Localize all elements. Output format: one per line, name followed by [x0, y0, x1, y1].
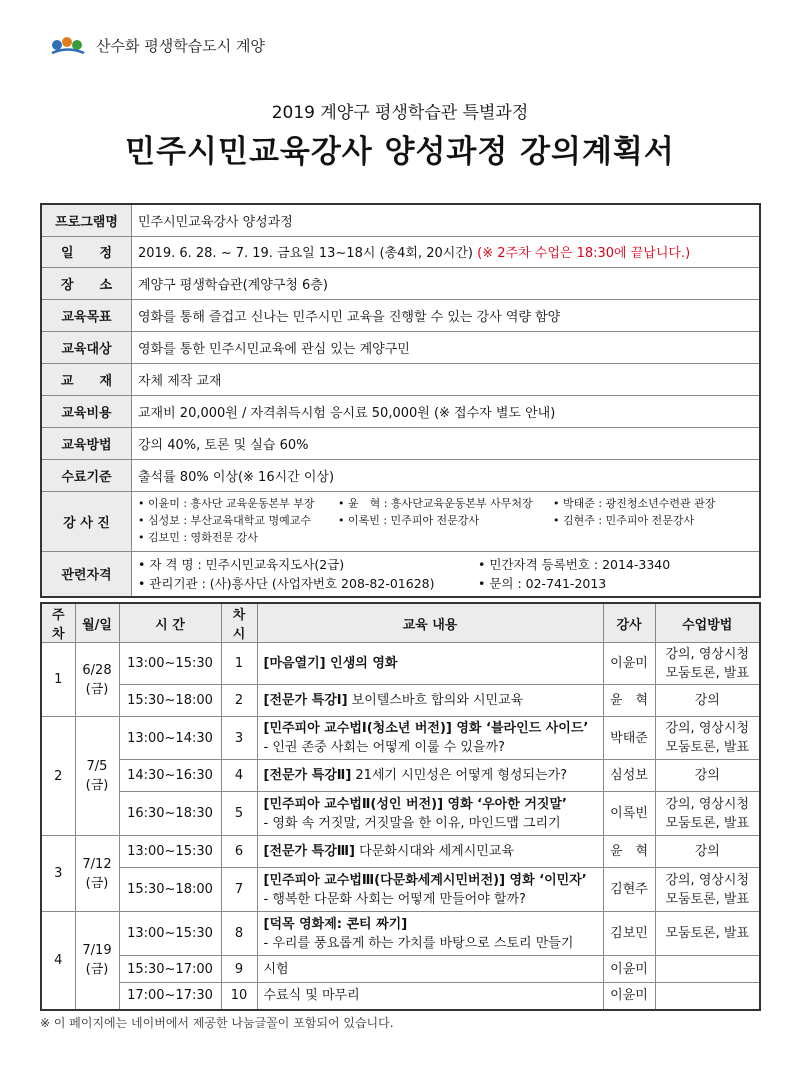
- session-subtitle: - 행복한 다문화 사회는 어떻게 만들어야 할까?: [263, 891, 526, 907]
- date-note: (※ 2주차 수업은 18:30에 끝납니다.): [477, 246, 691, 261]
- session-method: 강의, 영상시청 모둠토론, 발표: [655, 643, 760, 685]
- schedule-table: [40, 602, 761, 1011]
- session-content: [257, 685, 603, 717]
- session-method: 강의: [655, 836, 760, 868]
- session-title-rest: 다문화시대와 세계시민교육: [355, 844, 514, 859]
- session-content: [257, 912, 603, 956]
- session-subtitle: - 우리를 풍요롭게 하는 가치를 바탕으로 스토리 만들기: [263, 935, 574, 951]
- info-row-method: [41, 427, 760, 459]
- session-number: 4: [221, 760, 257, 792]
- info-value: [132, 236, 761, 267]
- session-method: [655, 956, 760, 983]
- session-content: [257, 760, 603, 792]
- table-row: [41, 868, 760, 912]
- session-time: 15:30~17:00: [119, 956, 221, 983]
- info-row-instructors: [41, 491, 760, 551]
- info-row-program: [41, 204, 760, 236]
- column-header: 수업방법: [655, 603, 760, 643]
- session-number: 1: [221, 643, 257, 685]
- info-row-cost: [41, 395, 760, 427]
- logo-icon: [50, 34, 86, 56]
- info-label: 교육비용: [41, 395, 132, 427]
- session-time: 13:00~15:30: [119, 912, 221, 956]
- table-row: [41, 983, 760, 1010]
- info-value: 영화를 통한 민주시민교육에 관심 있는 계양구민: [132, 331, 761, 363]
- session-title-rest: 21세기 시민성은 어떻게 형성되는가?: [351, 768, 568, 783]
- session-method: 강의, 영상시청 모둠토론, 발표: [655, 717, 760, 760]
- info-label: 관련자격: [41, 551, 132, 597]
- session-teacher: 심성보: [603, 760, 655, 792]
- week-date: 6/28 (금): [75, 643, 119, 717]
- footnote: ※ 이 페이지에는 네이버에서 제공한 나눔글꼴이 포함되어 있습니다.: [40, 1016, 394, 1030]
- info-label: 프로그램명: [41, 204, 132, 236]
- session-subtitle: - 영화 속 거짓말, 거짓말을 한 이유, 마인드맵 그리기: [263, 815, 561, 831]
- info-value: 영화를 통해 즐겁고 신나는 민주시민 교육을 진행할 수 있는 강사 역량 함양: [132, 299, 761, 331]
- session-number: 7: [221, 868, 257, 912]
- column-header: 시 간: [119, 603, 221, 643]
- column-header: 강사: [603, 603, 655, 643]
- info-value: 자체 제작 교재: [132, 363, 761, 395]
- info-row-completion: [41, 459, 760, 491]
- session-title: [전문가 특강Ⅱ]: [263, 768, 352, 783]
- logo-text: 산수화 평생학습도시 계양: [96, 36, 265, 55]
- info-value: [132, 551, 761, 597]
- info-row-goal: [41, 299, 760, 331]
- info-label: 교육방법: [41, 427, 132, 459]
- session-teacher: 윤 혁: [603, 685, 655, 717]
- week-number: 1: [41, 643, 75, 717]
- session-method: [655, 983, 760, 1010]
- instructor-item: • 김현주 : 민주피아 전문강사: [553, 514, 695, 527]
- session-method: 강의, 영상시청 모둠토론, 발표: [655, 792, 760, 836]
- column-header: 차시: [221, 603, 257, 643]
- document-subtitle: 2019 계양구 평생학습관 특별과정: [271, 103, 529, 123]
- session-time: 13:00~14:30: [119, 717, 221, 760]
- column-header: 주차: [41, 603, 75, 643]
- instructor-item: • 박태준 : 광진청소년수련관 관장: [553, 497, 716, 510]
- table-row: [41, 792, 760, 836]
- info-value: 교재비 20,000원 / 자격취득시험 응시료 50,000원 (※ 접수자 별도 안내): [132, 395, 761, 427]
- session-time: 13:00~15:30: [119, 643, 221, 685]
- info-label: 강 사 진: [41, 491, 132, 551]
- week-date: 7/19 (금): [75, 912, 119, 1010]
- table-row: [41, 836, 760, 868]
- column-header: 교육 내용: [257, 603, 603, 643]
- session-number: 9: [221, 956, 257, 983]
- info-label: 수료기준: [41, 459, 132, 491]
- info-label: 장 소: [41, 267, 132, 299]
- instructor-item: • 김보민 : 영화전문 강사: [138, 531, 258, 544]
- info-value: [132, 491, 761, 551]
- info-value: 민주시민교육강사 양성과정: [132, 204, 761, 236]
- session-method: 모둠토론, 발표: [655, 912, 760, 956]
- week-number: 3: [41, 836, 75, 912]
- info-value: 계양구 평생학습관(계양구청 6층): [132, 267, 761, 299]
- session-teacher: 이록빈: [603, 792, 655, 836]
- table-row: [41, 643, 760, 685]
- session-time: 14:30~16:30: [119, 760, 221, 792]
- session-teacher: 이윤미: [603, 956, 655, 983]
- session-time: 15:30~18:00: [119, 685, 221, 717]
- week-date: 7/5 (금): [75, 717, 119, 836]
- week-date: 7/12 (금): [75, 836, 119, 912]
- session-content: [257, 717, 603, 760]
- session-title: [전문가 특강Ⅰ]: [263, 693, 348, 708]
- table-row: [41, 912, 760, 956]
- session-content: [257, 643, 603, 685]
- qualification-list: [138, 555, 753, 593]
- session-method: 강의: [655, 685, 760, 717]
- session-content: [257, 983, 603, 1010]
- table-row: [41, 685, 760, 717]
- info-row-date: [41, 236, 760, 267]
- session-teacher: 윤 혁: [603, 836, 655, 868]
- week-number: 2: [41, 717, 75, 836]
- info-value: 출석률 80% 이상(※ 16시간 이상): [132, 459, 761, 491]
- session-teacher: 김현주: [603, 868, 655, 912]
- session-number: 8: [221, 912, 257, 956]
- info-row-place: [41, 267, 760, 299]
- date-text: 2019. 6. 28. ~ 7. 19. 금요일 13~18시 (총4회, 20시간): [138, 246, 473, 261]
- session-title-rest: 시험: [263, 961, 289, 977]
- session-title: [민주피아 교수법Ⅱ(성인 버전)] 영화 ‘우아한 거짓말’: [263, 796, 567, 812]
- table-row: [41, 717, 760, 760]
- session-method: 강의: [655, 760, 760, 792]
- instructor-item: • 윤 혁 : 흥사단교육운동본부 사무처장: [338, 497, 533, 510]
- info-label: 교육대상: [41, 331, 132, 363]
- info-row-material: [41, 363, 760, 395]
- session-time: 17:00~17:30: [119, 983, 221, 1010]
- session-content: [257, 868, 603, 912]
- session-time: 13:00~15:30: [119, 836, 221, 868]
- info-value: 강의 40%, 토론 및 실습 60%: [132, 427, 761, 459]
- week-number: 4: [41, 912, 75, 1010]
- logo: [50, 34, 265, 56]
- session-teacher: 김보민: [603, 912, 655, 956]
- session-teacher: 이윤미: [603, 983, 655, 1010]
- session-teacher: 이윤미: [603, 643, 655, 685]
- session-number: 2: [221, 685, 257, 717]
- session-time: 16:30~18:30: [119, 792, 221, 836]
- session-title: [덕목 영화제: 콘티 짜기]: [263, 916, 408, 932]
- session-content: [257, 956, 603, 983]
- course-info-table: [40, 203, 761, 598]
- instructor-item: • 이윤미 : 흥사단 교육운동본부 부장: [138, 497, 315, 510]
- qualification-item: • 자 격 명 : 민주시민교육지도사(2급): [138, 556, 345, 572]
- qualification-item: • 문의 : 02-741-2013: [478, 575, 607, 591]
- session-title: [마음열기] 인생의 영화: [263, 656, 398, 671]
- info-row-target: [41, 331, 760, 363]
- session-title-rest: 수료식 및 마무리: [263, 988, 360, 1004]
- session-number: 10: [221, 983, 257, 1010]
- session-content: [257, 792, 603, 836]
- table-row: [41, 760, 760, 792]
- qualification-item: • 관리기관 : (사)흥사단 (사업자번호 208-82-01628): [138, 575, 435, 591]
- session-number: 3: [221, 717, 257, 760]
- instructor-item: • 이록빈 : 민주피아 전문강사: [338, 514, 480, 527]
- session-teacher: 박태준: [603, 717, 655, 760]
- session-title: [민주피아 교수법Ⅰ(청소년 버전)] 영화 ‘블라인드 사이드’: [263, 721, 589, 736]
- instructor-item: • 심성보 : 부산교육대학교 명예교수: [138, 514, 311, 527]
- column-header: 월/일: [75, 603, 119, 643]
- info-label: 일 정: [41, 236, 132, 267]
- session-method: 강의, 영상시청 모둠토론, 발표: [655, 868, 760, 912]
- session-title: [전문가 특강Ⅲ]: [263, 844, 355, 859]
- info-label: 교육목표: [41, 299, 132, 331]
- session-content: [257, 836, 603, 868]
- session-time: 15:30~18:00: [119, 868, 221, 912]
- instructor-list: [138, 496, 753, 546]
- info-label: 교 재: [41, 363, 132, 395]
- session-subtitle: - 인권 존중 사회는 어떻게 이룰 수 있을까?: [263, 740, 505, 755]
- session-number: 5: [221, 792, 257, 836]
- document-title: 민주시민교육강사 양성과정 강의계획서: [125, 134, 675, 170]
- qualification-item: • 민간자격 등록번호 : 2014-3340: [478, 556, 671, 572]
- info-row-qualification: [41, 551, 760, 597]
- session-title-rest: 보이텔스바흐 합의와 시민교육: [347, 693, 524, 708]
- session-title: [민주피아 교수법Ⅲ(다문화세계시민버전)] 영화 ‘이민자’: [263, 872, 587, 888]
- table-row: [41, 956, 760, 983]
- schedule-header-row: [41, 603, 760, 643]
- session-number: 6: [221, 836, 257, 868]
